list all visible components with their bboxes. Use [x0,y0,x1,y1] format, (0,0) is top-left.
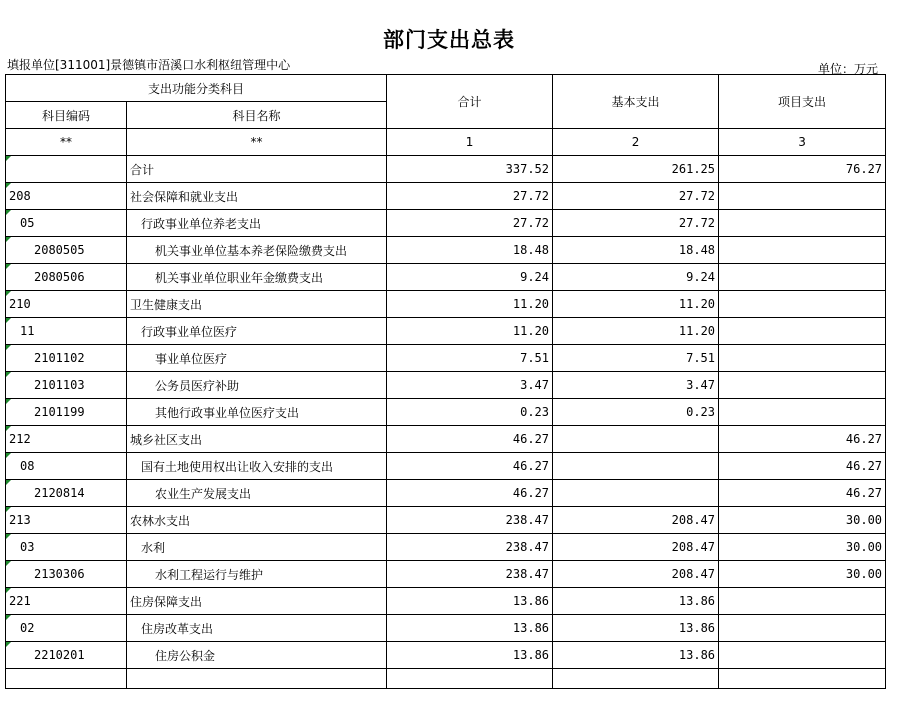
cell-name: 卫生健康支出 [127,291,387,318]
report-title: 部门支出总表 [383,27,515,52]
cell-project [719,237,886,264]
cell-code: 11 [6,318,127,345]
table-row [6,453,886,480]
cell-project [719,588,886,615]
cell-code: 212 [6,426,127,453]
cell-code: 05 [6,210,127,237]
cell-code: 2101199 [6,399,127,426]
cell-total: 27.72 [387,183,553,210]
cell-project [719,345,886,372]
cell-code: 2101103 [6,372,127,399]
cell-basic: 208.47 [553,561,719,588]
cell-name: 国有土地使用权出让收入安排的支出 [127,453,387,480]
cell-name: 行政事业单位医疗 [127,318,387,345]
cell-project [719,642,886,669]
table-row [6,399,886,426]
cell-name: 社会保障和就业支出 [127,183,387,210]
table-row [6,318,886,345]
cell-project: 46.27 [719,480,886,507]
table-row [6,210,886,237]
table-row [6,291,886,318]
cell-code: 2101102 [6,345,127,372]
cell-basic: 3.47 [553,372,719,399]
cell-code: 08 [6,453,127,480]
cell-name: 水利 [127,534,387,561]
cell-basic: 7.51 [553,345,719,372]
cell-empty [719,669,886,689]
table-row [6,561,886,588]
cell-project: 76.27 [719,156,886,183]
header-name: 科目名称 [127,102,387,129]
cell-total: 238.47 [387,561,553,588]
cell-code: 02 [6,615,127,642]
cell-total: 238.47 [387,534,553,561]
table-row [6,507,886,534]
cell-project: 30.00 [719,534,886,561]
cell-name: 行政事业单位养老支出 [127,210,387,237]
table-row [6,588,886,615]
cell-code [6,156,127,183]
table-row [6,156,886,183]
cell-code: 2210201 [6,642,127,669]
cell-code: 210 [6,291,127,318]
cell-total: 13.86 [387,588,553,615]
header-project: 项目支出 [719,75,886,129]
cell-basic: 11.20 [553,318,719,345]
table-row [6,615,886,642]
header-code: 科目编码 [6,102,127,129]
cell-basic: 11.20 [553,291,719,318]
cell-basic: 13.86 [553,588,719,615]
table-row [6,264,886,291]
cell-name: 农业生产发展支出 [127,480,387,507]
cell-basic: 13.86 [553,615,719,642]
cell-code: 2120814 [6,480,127,507]
cell-name: 公务员医疗补助 [127,372,387,399]
cell-name: 事业单位医疗 [127,345,387,372]
cell-code: 208 [6,183,127,210]
cell-code: 2080505 [6,237,127,264]
cell-project [719,615,886,642]
cell-total: 46.27 [387,426,553,453]
cell-name: 农林水支出 [127,507,387,534]
table-row [6,642,886,669]
header-row-group [6,75,886,102]
cell-project: 46.27 [719,453,886,480]
cell-code: 2130306 [6,561,127,588]
cell-name: 其他行政事业单位医疗支出 [127,399,387,426]
cell-basic [553,453,719,480]
cell-basic: 13.86 [553,642,719,669]
table-row [6,372,886,399]
cell-basic: 27.72 [553,183,719,210]
cell-name: 机关事业单位职业年金缴费支出 [127,264,387,291]
cell-basic: 9.24 [553,264,719,291]
cell-total: 11.20 [387,318,553,345]
cell-total: 13.86 [387,615,553,642]
table-row [6,426,886,453]
table-row [6,183,886,210]
cell-project [719,318,886,345]
cell-total: 7.51 [387,345,553,372]
cell-total: 27.72 [387,210,553,237]
cell-project [719,372,886,399]
cell-project [719,210,886,237]
cell-project [719,264,886,291]
cell-code: 03 [6,534,127,561]
cell-total: 9.24 [387,264,553,291]
table-row-empty [6,669,886,689]
cell-basic: 261.25 [553,156,719,183]
cell-name: 住房改革支出 [127,615,387,642]
cell-total: 0.23 [387,399,553,426]
cell-total: 18.48 [387,237,553,264]
cell-project: 30.00 [719,561,886,588]
cell-name: 机关事业单位基本养老保险缴费支出 [127,237,387,264]
table-row [6,534,886,561]
cell-project [719,291,886,318]
cell-total: 13.86 [387,642,553,669]
index-project: 3 [719,129,886,156]
cell-basic [553,426,719,453]
cell-empty [553,669,719,689]
table-row [6,237,886,264]
reporting-unit: 填报单位[311001]景德镇市浯溪口水利枢纽管理中心 [7,58,291,72]
index-code: ** [6,129,127,156]
index-basic: 2 [553,129,719,156]
index-name: ** [127,129,387,156]
cell-project: 46.27 [719,426,886,453]
cell-basic: 27.72 [553,210,719,237]
cell-total: 337.52 [387,156,553,183]
cell-name: 住房保障支出 [127,588,387,615]
cell-code: 213 [6,507,127,534]
cell-name: 住房公积金 [127,642,387,669]
expenditure-table [5,74,886,689]
currency-unit-label: 单位：万元 [818,62,879,76]
cell-basic [553,480,719,507]
table-row [6,480,886,507]
cell-project [719,183,886,210]
cell-basic: 18.48 [553,237,719,264]
cell-basic: 0.23 [553,399,719,426]
cell-name: 合计 [127,156,387,183]
cell-empty [387,669,553,689]
cell-basic: 208.47 [553,534,719,561]
header-row-index [6,129,886,156]
index-total: 1 [387,129,553,156]
cell-total: 46.27 [387,453,553,480]
cell-project: 30.00 [719,507,886,534]
cell-basic: 208.47 [553,507,719,534]
cell-total: 3.47 [387,372,553,399]
cell-total: 46.27 [387,480,553,507]
cell-total: 11.20 [387,291,553,318]
cell-name: 水利工程运行与维护 [127,561,387,588]
table-row [6,345,886,372]
cell-empty [6,669,127,689]
header-total: 合计 [387,75,553,129]
header-basic: 基本支出 [553,75,719,129]
cell-code: 2080506 [6,264,127,291]
cell-name: 城乡社区支出 [127,426,387,453]
header-function-category: 支出功能分类科目 [6,75,387,102]
cell-empty [127,669,387,689]
cell-project [719,399,886,426]
cell-total: 238.47 [387,507,553,534]
cell-code: 221 [6,588,127,615]
